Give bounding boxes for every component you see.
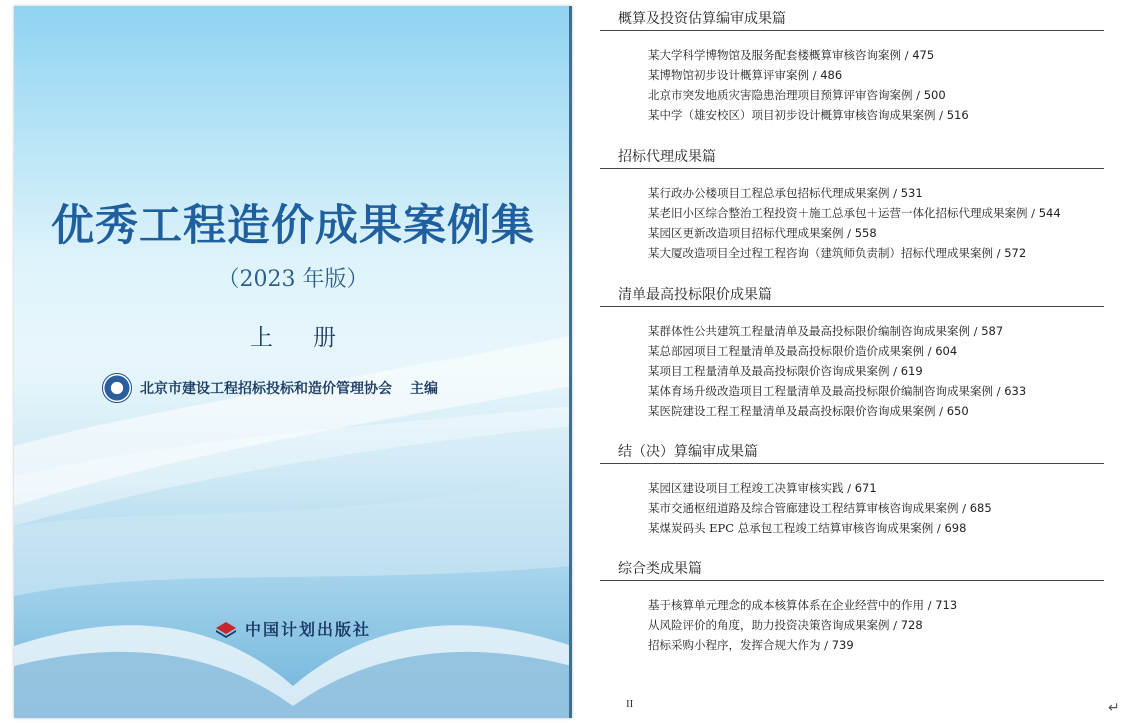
toc-entry: 某行政办公楼项目工程总承包招标代理成果案例 / 531 <box>648 186 923 200</box>
publisher-name: 中国计划出版社 <box>244 620 371 639</box>
page-number: 728 <box>900 618 923 632</box>
page-number: 500 <box>923 88 946 102</box>
toc-entry: 某博物馆初步设计概算评审案例 / 486 <box>648 68 843 82</box>
page-label: II <box>626 698 634 710</box>
toc-entry: 某煤炭码头 EPC 总承包工程竣工结算审核咨询成果案例 / 698 <box>648 521 967 535</box>
book-title: 优秀工程造价成果案例集 <box>51 201 535 251</box>
section-title: 概算及投资估算编审成果篇 <box>600 8 1104 31</box>
page-number: 558 <box>854 226 877 240</box>
toc-section <box>600 8 1110 125</box>
page-number: 633 <box>1004 384 1027 398</box>
editor-line <box>102 373 438 403</box>
section-title: 结（决）算编审成果篇 <box>600 441 1104 464</box>
toc-entry: 招标采购小程序，发挥合规大作为 / 739 <box>648 638 854 652</box>
page-number: 739 <box>831 638 854 652</box>
section-title: 招标代理成果篇 <box>600 146 1104 169</box>
association-emblem-icon <box>102 373 132 403</box>
page-number: 544 <box>1038 206 1061 220</box>
page-number: 698 <box>944 521 967 535</box>
publisher-logo-icon <box>215 620 237 638</box>
editor-role: 主编 <box>410 381 438 397</box>
toc-section <box>600 146 1110 263</box>
toc-entry: 某群体性公共建筑工程量清单及最高投标限价编制咨询成果案例 / 587 <box>648 324 1004 338</box>
toc-entry: 某大厦改造项目全过程工程咨询（建筑师负责制）招标代理成果案例 / 572 <box>648 246 1027 260</box>
toc-entry: 基于核算单元理念的成本核算体系在企业经营中的作用 / 713 <box>648 598 958 612</box>
page-number: 650 <box>946 404 969 418</box>
book-edition: （2023 年版） <box>217 267 369 292</box>
toc-entry: 某园区更新改造项目招标代理成果案例 / 558 <box>648 226 877 240</box>
toc-entry: 某老旧小区综合整治工程投资＋施工总承包＋运营一体化招标代理成果案例 / 544 <box>648 206 1061 220</box>
page-number: 619 <box>900 364 923 378</box>
editor-name: 北京市建设工程招标投标和造价管理协会 <box>140 381 392 397</box>
toc-entry: 某医院建设工程工程量清单及最高投标限价咨询成果案例 / 650 <box>648 404 969 418</box>
section-title: 清单最高投标限价成果篇 <box>600 284 1104 307</box>
page-number: 516 <box>946 108 969 122</box>
page-number: 685 <box>969 501 992 515</box>
page-number: 713 <box>935 598 958 612</box>
page-number: 587 <box>981 324 1004 338</box>
page-number: 486 <box>820 68 843 82</box>
toc-entry: 某大学科学博物馆及服务配套楼概算审核咨询案例 / 475 <box>648 48 935 62</box>
publisher-line <box>14 617 572 640</box>
book-volume: 上册 <box>250 325 376 351</box>
toc-entry: 某项目工程量清单及最高投标限价咨询成果案例 / 619 <box>648 364 923 378</box>
toc-entry: 某园区建设项目工程竣工决算审核实践 / 671 <box>648 481 877 495</box>
page-number: 475 <box>912 48 935 62</box>
toc-page <box>600 0 1120 723</box>
toc-entry: 从风险评价的角度，助力投资决策咨询成果案例 / 728 <box>648 618 923 632</box>
section-title: 综合类成果篇 <box>600 558 1104 581</box>
toc-entry: 某市交通枢纽道路及综合管廊建设工程结算审核咨询成果案例 / 685 <box>648 501 992 515</box>
toc-entry: 某体育场升级改造项目工程量清单及最高投标限价编制咨询成果案例 / 633 <box>648 384 1027 398</box>
page-number: 604 <box>935 344 958 358</box>
toc-section <box>600 284 1110 421</box>
toc-section <box>600 558 1110 655</box>
toc-entry: 某中学（雄安校区）项目初步设计概算审核咨询成果案例 / 516 <box>648 108 969 122</box>
toc-entry: 北京市突发地质灾害隐患治理项目预算评审咨询案例 / 500 <box>648 88 946 102</box>
page-number: 572 <box>1004 246 1027 260</box>
cover-edge <box>569 6 572 718</box>
page-number: 531 <box>900 186 923 200</box>
toc-entry: 某总部园项目工程量清单及最高投标限价造价成果案例 / 604 <box>648 344 958 358</box>
book-cover <box>14 6 572 718</box>
cover-wave-graphic <box>14 6 572 718</box>
page-number: 671 <box>854 481 877 495</box>
paragraph-return-icon: ↵ <box>1108 700 1120 716</box>
toc-section <box>600 441 1110 538</box>
